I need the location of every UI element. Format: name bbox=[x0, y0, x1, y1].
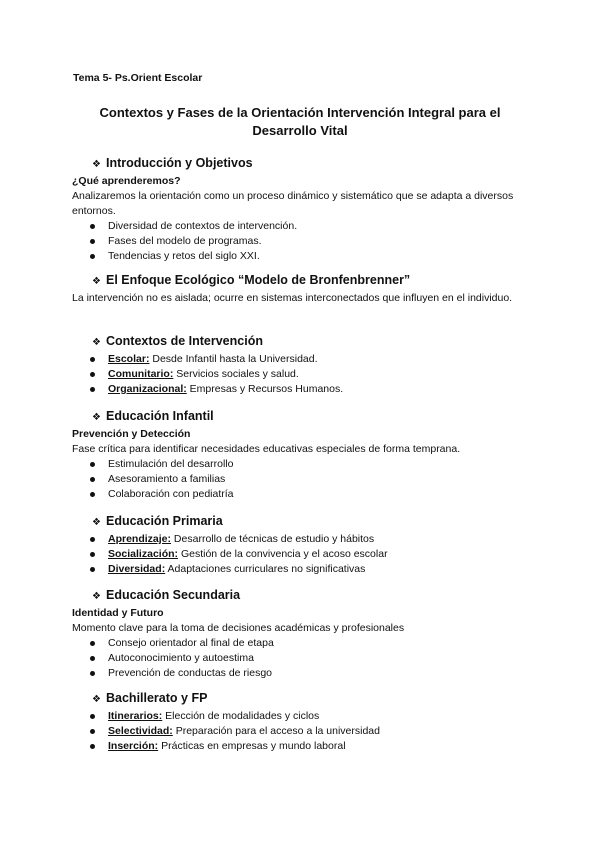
bullet-dot-icon bbox=[90, 239, 95, 244]
bullet-dot-icon bbox=[90, 357, 95, 362]
list-item: Selectividad: Preparación para el acceso a la universidad bbox=[90, 724, 542, 739]
diamond-bullet-icon: ❖ bbox=[92, 517, 101, 528]
section-heading-text: Educación Primaria bbox=[106, 514, 223, 528]
bullet-dot-icon bbox=[90, 254, 95, 259]
bullet-list bbox=[72, 636, 542, 681]
list-item: Escolar: Desde Infantil hasta la Universidad. bbox=[90, 352, 542, 367]
list-item: Autoconocimiento y autoestima bbox=[90, 651, 542, 666]
list-item: Consejo orientador al final de etapa bbox=[90, 636, 542, 651]
section-heading bbox=[72, 333, 542, 351]
section-heading bbox=[72, 513, 542, 531]
section-heading-text: Contextos de Intervención bbox=[106, 334, 263, 348]
document-title bbox=[60, 104, 540, 140]
section-bachillerato-fp bbox=[72, 690, 542, 754]
list-item: Socialización: Gestión de la convivencia y el acoso escolar bbox=[90, 547, 542, 562]
section-heading bbox=[72, 587, 542, 605]
list-item: Colaboración con pediatría bbox=[90, 487, 542, 502]
section-heading bbox=[72, 690, 542, 708]
section-subheading: ¿Qué aprenderemos? bbox=[72, 175, 181, 187]
list-item: Organizacional: Empresas y Recursos Humanos. bbox=[90, 382, 542, 397]
section-subheading: Identidad y Futuro bbox=[72, 607, 164, 619]
bullet-dot-icon bbox=[90, 656, 95, 661]
section-heading-text: Bachillerato y FP bbox=[106, 691, 208, 705]
document-title-line-1: Contextos y Fases de la Orientación Intervención Integral para el bbox=[99, 105, 501, 120]
document-title-line-2: Desarrollo Vital bbox=[252, 123, 348, 138]
list-item: Diversidad: Adaptaciones curriculares no significativas bbox=[90, 562, 542, 577]
section-educacion-primaria bbox=[72, 513, 542, 577]
section-heading bbox=[72, 408, 542, 426]
diamond-bullet-icon: ❖ bbox=[92, 412, 101, 423]
diamond-bullet-icon: ❖ bbox=[92, 694, 101, 705]
list-item: Asesoramiento a familias bbox=[90, 472, 542, 487]
section-introduccion bbox=[72, 155, 542, 264]
bullet-dot-icon bbox=[90, 567, 95, 572]
section-paragraph: Fase crítica para identificar necesidades educativas especiales de forma temprana. bbox=[72, 443, 461, 455]
list-item: Estimulación del desarrollo bbox=[90, 457, 542, 472]
bullet-dot-icon bbox=[90, 477, 95, 482]
bullet-dot-icon bbox=[90, 224, 95, 229]
list-item: Aprendizaje: Desarrollo de técnicas de estudio y hábitos bbox=[90, 532, 542, 547]
bullet-dot-icon bbox=[90, 372, 95, 377]
section-enfoque-ecologico bbox=[72, 272, 542, 306]
bullet-dot-icon bbox=[90, 492, 95, 497]
section-heading-text: Educación Secundaria bbox=[106, 588, 241, 602]
list-item: Comunitario: Servicios sociales y salud. bbox=[90, 367, 542, 382]
section-heading bbox=[72, 272, 542, 290]
bullet-list bbox=[72, 352, 542, 397]
section-paragraph: Momento clave para la toma de decisiones académicas y profesionales bbox=[72, 622, 405, 634]
bullet-dot-icon bbox=[90, 744, 95, 749]
list-item: Inserción: Prácticas en empresas y mundo laboral bbox=[90, 739, 542, 754]
bullet-dot-icon bbox=[90, 552, 95, 557]
bullet-dot-icon bbox=[90, 729, 95, 734]
bullet-dot-icon bbox=[90, 714, 95, 719]
bullet-dot-icon bbox=[90, 641, 95, 646]
bullet-dot-icon bbox=[90, 537, 95, 542]
bullet-list bbox=[72, 532, 542, 577]
section-paragraph: La intervención no es aislada; ocurre en sistemas interconectados que influyen en el individuo. bbox=[72, 292, 513, 304]
list-item: Tendencias y retos del siglo XXI. bbox=[90, 249, 542, 264]
bullet-dot-icon bbox=[90, 462, 95, 467]
document-header-label: Tema 5- Ps.Orient Escolar bbox=[73, 72, 203, 84]
section-heading-text: Educación Infantil bbox=[106, 409, 214, 423]
bullet-list bbox=[72, 457, 542, 502]
section-paragraph: Analizaremos la orientación como un proceso dinámico y sistemático que se adapta a diversos entornos. bbox=[72, 190, 514, 217]
section-educacion-infantil bbox=[72, 408, 542, 502]
list-item: Diversidad de contextos de intervención. bbox=[90, 219, 542, 234]
bullet-dot-icon bbox=[90, 387, 95, 392]
diamond-bullet-icon: ❖ bbox=[92, 159, 101, 170]
list-item: Prevención de conductas de riesgo bbox=[90, 666, 542, 681]
bullet-list bbox=[72, 709, 542, 754]
diamond-bullet-icon: ❖ bbox=[92, 337, 101, 348]
section-heading-text: El Enfoque Ecológico “Modelo de Bronfenbrenner” bbox=[106, 273, 411, 287]
section-heading bbox=[72, 155, 542, 173]
list-item: Itinerarios: Elección de modalidades y ciclos bbox=[90, 709, 542, 724]
diamond-bullet-icon: ❖ bbox=[92, 591, 101, 602]
section-heading-text: Introducción y Objetivos bbox=[106, 156, 253, 170]
list-item: Fases del modelo de programas. bbox=[90, 234, 542, 249]
bullet-dot-icon bbox=[90, 671, 95, 676]
section-contextos bbox=[72, 333, 542, 397]
section-educacion-secundaria bbox=[72, 587, 542, 681]
section-subheading: Prevención y Detección bbox=[72, 428, 191, 440]
bullet-list bbox=[72, 219, 542, 264]
diamond-bullet-icon: ❖ bbox=[92, 276, 101, 287]
